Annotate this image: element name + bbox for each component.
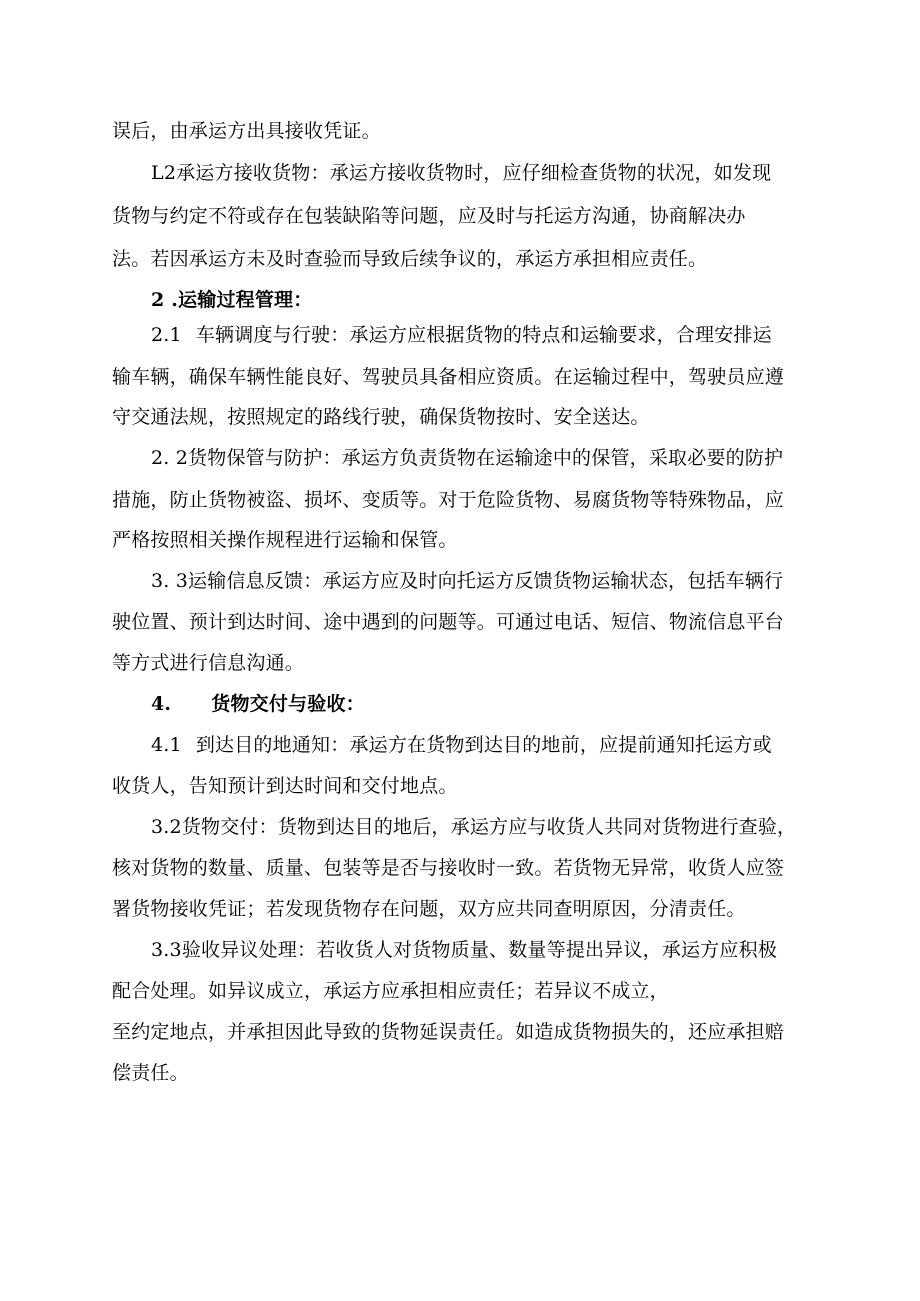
text-line: 配合处理。如异议成立，承运方应承担相应责任；若异议不成立， <box>112 980 669 1002</box>
text-line: L2承运方接收货物：承运方接收货物时，应仔细检查货物的状况，如发现 <box>151 162 772 184</box>
item-text: 车辆调度与行驶：承运方应根据货物的特点和运输要求，合理安排运 <box>195 324 772 346</box>
text-line: 措施，防止货物被盗、损坏、变质等。对于危险货物、易腐货物等特殊物品，应 <box>112 489 785 511</box>
text-line: 收货人，告知预计到达时间和交付地点。 <box>112 775 458 797</box>
section-title: 货物交付与验收： <box>211 693 365 715</box>
section-heading: 2 .运输过程管理： <box>151 289 313 311</box>
item-text: 到达目的地通知：承运方在货物到达目的地前，应提前通知托运方或 <box>195 734 772 756</box>
text-line: 严格按照相关操作规程进行运输和保管。 <box>112 529 458 551</box>
text-line: 驶位置、预计到达时间、途中遇到的问题等。可通过电话、短信、物流信息平台 <box>112 611 785 633</box>
text-line: 误后，由承运方出具接收凭证。 <box>112 120 381 142</box>
text-line: 3.3验收异议处理：若收货人对货物质量、数量等提出异议，承运方应积极 <box>151 939 778 961</box>
text-line: 2. 2货物保管与防护：承运方负责货物在运输途中的保管，采取必要的防护 <box>151 447 784 469</box>
text-line: 法。若因承运方未及时查验而导致后续争议的，承运方承担相应责任。 <box>112 248 708 270</box>
text-line: 偿责任。 <box>112 1062 189 1084</box>
text-line: 署货物接收凭证；若发现货物存在问题，双方应共同查明原因，分清责任。 <box>112 898 746 920</box>
text-line: 输车辆，确保车辆性能良好、驾驶员具备相应资质。在运输过程中，驾驶员应遵 <box>112 366 785 388</box>
text-line: 守交通法规，按照规定的路线行驶，确保货物按时、安全送达。 <box>112 406 650 428</box>
text-line: 货物与约定不符或存在包装缺陷等问题，应及时与托运方沟通，协商解决办 <box>112 205 746 227</box>
section-number: 4. <box>151 693 172 715</box>
text-line: 至约定地点，并承担因此导致的货物延误责任。如造成货物损失的，还应承担赔 <box>112 1021 785 1043</box>
section-heading <box>151 691 365 717</box>
text-line <box>151 322 772 348</box>
item-number: 2.1 <box>151 324 182 346</box>
text-line: 核对货物的数量、质量、包装等是否与接收时一致。若货物无异常，收货人应签 <box>112 857 785 879</box>
text-line <box>151 732 772 758</box>
text-line: 等方式进行信息沟通。 <box>112 652 305 674</box>
item-number: 4.1 <box>151 734 182 756</box>
text-line: 3.2货物交付：货物到达目的地后，承运方应与收货人共同对货物进行查验， <box>151 816 797 838</box>
text-line: 3. 3运输信息反馈：承运方应及时向托运方反馈货物运输状态，包括车辆行 <box>151 570 784 592</box>
